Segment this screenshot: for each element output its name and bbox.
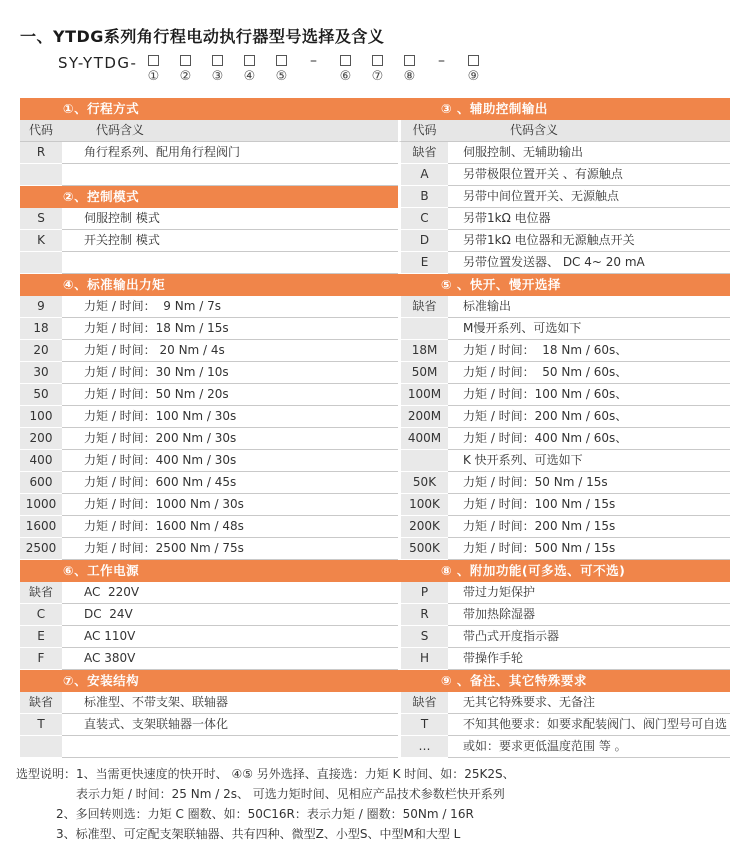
model-slot-number: ⑦ (371, 69, 384, 84)
section-header: ⑨ 、备注、其它特殊要求 (398, 670, 730, 692)
meaning-cell: 角行程系列、配用角行程阀门 (62, 142, 398, 164)
table-row (398, 318, 730, 340)
table-row (398, 582, 730, 604)
code-cell: 200 (20, 428, 62, 450)
meaning-cell: 伺服控制 模式 (62, 208, 398, 230)
code-cell: A (398, 164, 448, 186)
meaning-cell: 另带1kΩ 电位器和无源触点开关 (448, 230, 730, 252)
model-code-box (404, 55, 415, 66)
table-row (20, 230, 398, 252)
meaning-cell: 力矩 / 时间：100 Nm / 15s (448, 494, 730, 516)
meaning-cell: 带过力矩保护 (448, 582, 730, 604)
code-cell: 18 (20, 318, 62, 340)
column-header-row (20, 120, 398, 142)
code-cell (20, 252, 62, 274)
model-prefix: SY-YTDG- (58, 54, 138, 72)
meaning-cell: 另带位置发送器、 DC 4~ 20 mA (448, 252, 730, 274)
meaning-cell: 力矩 / 时间：200 Nm / 60s、 (448, 406, 730, 428)
table-row (398, 604, 730, 626)
table-row (20, 318, 398, 340)
code-cell: 500K (398, 538, 448, 560)
code-cell: S (20, 208, 62, 230)
code-cell: F (20, 648, 62, 670)
meaning-cell: 力矩 / 时间：400 Nm / 60s、 (448, 428, 730, 450)
table-row (20, 406, 398, 428)
meaning-cell: 开关控制 模式 (62, 230, 398, 252)
code-cell: 缺省 (398, 692, 448, 714)
model-code-dash (433, 55, 449, 83)
section-header: ⑥、工作电源 (20, 560, 398, 582)
code-cell: 100 (20, 406, 62, 428)
table-row (20, 252, 398, 274)
code-cell: 100K (398, 494, 448, 516)
code-cell: 2500 (20, 538, 62, 560)
model-code-box (276, 55, 287, 66)
model-code-slot (337, 55, 353, 83)
model-code-slot (369, 55, 385, 83)
model-code-box (148, 55, 159, 66)
model-slot-number: ② (179, 69, 192, 84)
table-row (398, 252, 730, 274)
note-line: 2、多回转则选：力矩 C 圈数、如：50C16R：表示力矩 / 圈数：50Nm / 16R (56, 807, 474, 821)
model-code-box (244, 55, 255, 66)
table-row (398, 164, 730, 186)
meaning-cell: 不知其他要求：如要求配装阀门、阀门型号可自选 (448, 714, 730, 736)
table-row (20, 714, 398, 736)
code-cell: R (398, 604, 448, 626)
code-cell: 200M (398, 406, 448, 428)
section-header: ①、行程方式 (20, 98, 398, 120)
code-column-header: 代码 (20, 120, 62, 142)
table-row (20, 604, 398, 626)
table-row (20, 450, 398, 472)
code-cell: 50K (398, 472, 448, 494)
model-code-slot (209, 55, 225, 83)
meaning-cell: 力矩 / 时间：200 Nm / 30s (62, 428, 398, 450)
table-row (398, 186, 730, 208)
table-row (398, 736, 730, 758)
section-header: ②、控制模式 (20, 186, 398, 208)
meaning-cell: 力矩 / 时间：400 Nm / 30s (62, 450, 398, 472)
table-row (398, 406, 730, 428)
table-row (20, 362, 398, 384)
meaning-column-header: 代码含义 (448, 120, 730, 142)
section-header: ④、标准输出力矩 (20, 274, 398, 296)
table-row (398, 208, 730, 230)
code-cell: 50M (398, 362, 448, 384)
meaning-cell: 另带极限位置开关 、有源触点 (448, 164, 730, 186)
table-row (20, 208, 398, 230)
code-cell (398, 318, 448, 340)
code-cell: P (398, 582, 448, 604)
model-slot-number: ⑧ (403, 69, 416, 84)
table-row (20, 648, 398, 670)
meaning-cell (62, 252, 398, 274)
code-cell: E (20, 626, 62, 648)
model-slot-number: ⑥ (339, 69, 352, 84)
meaning-cell: 力矩 / 时间： 9 Nm / 7s (62, 296, 398, 318)
code-cell: D (398, 230, 448, 252)
table-row (398, 142, 730, 164)
meaning-cell: 标准输出 (448, 296, 730, 318)
meaning-cell: 力矩 / 时间：2500 Nm / 75s (62, 538, 398, 560)
note-line: 表示力矩 / 时间：25 Nm / 2s、 可选力矩时间、见相应产品技术参数栏快开系列 (76, 787, 505, 801)
meaning-cell: 带操作手轮 (448, 648, 730, 670)
table-row (398, 450, 730, 472)
code-cell (20, 736, 62, 758)
selection-table-left (20, 98, 398, 758)
table-row (20, 692, 398, 714)
code-cell: 1000 (20, 494, 62, 516)
model-code-box (180, 55, 191, 66)
model-slot-number: ③ (211, 69, 224, 84)
model-code-box (212, 55, 223, 66)
code-cell: 30 (20, 362, 62, 384)
table-row (398, 428, 730, 450)
meaning-cell: 力矩 / 时间：500 Nm / 15s (448, 538, 730, 560)
meaning-cell: 力矩 / 时间：200 Nm / 15s (448, 516, 730, 538)
code-cell: 200K (398, 516, 448, 538)
code-cell: 400 (20, 450, 62, 472)
model-code-slot (465, 55, 481, 83)
model-slots (145, 55, 481, 83)
dash-glyph: – (309, 53, 317, 69)
meaning-cell: 力矩 / 时间：100 Nm / 60s、 (448, 384, 730, 406)
model-code-slot (273, 55, 289, 83)
table-row (398, 230, 730, 252)
meaning-cell: 力矩 / 时间：100 Nm / 30s (62, 406, 398, 428)
section-header: ⑧ 、附加功能(可多选、可不选) (398, 560, 730, 582)
meaning-cell: 力矩 / 时间：50 Nm / 20s (62, 384, 398, 406)
meaning-cell: 另带中间位置开关、无源触点 (448, 186, 730, 208)
code-cell: C (398, 208, 448, 230)
meaning-column-header: 代码含义 (62, 120, 398, 142)
code-cell: E (398, 252, 448, 274)
code-cell: B (398, 186, 448, 208)
table-row (20, 340, 398, 362)
meaning-cell: 力矩 / 时间：600 Nm / 45s (62, 472, 398, 494)
meaning-cell: 力矩 / 时间：18 Nm / 15s (62, 318, 398, 340)
meaning-cell: AC 380V (62, 648, 398, 670)
code-cell: 20 (20, 340, 62, 362)
code-cell: 18M (398, 340, 448, 362)
model-code-line (58, 55, 481, 83)
meaning-cell (62, 164, 398, 186)
table-row (20, 428, 398, 450)
dash-glyph: – (437, 53, 445, 69)
meaning-cell: 标准型、不带支架、联轴器 (62, 692, 398, 714)
model-code-dash (305, 55, 321, 83)
selection-tables (20, 98, 730, 758)
code-cell: T (398, 714, 448, 736)
table-row (20, 384, 398, 406)
meaning-cell: AC 220V (62, 582, 398, 604)
code-cell: 缺省 (20, 692, 62, 714)
table-row (20, 538, 398, 560)
code-cell (20, 164, 62, 186)
code-cell: 600 (20, 472, 62, 494)
model-code-slot (177, 55, 193, 83)
table-row (398, 538, 730, 560)
table-row (398, 516, 730, 538)
table-row (20, 736, 398, 758)
model-code-box (468, 55, 479, 66)
meaning-cell: 力矩 / 时间：30 Nm / 10s (62, 362, 398, 384)
code-cell: 缺省 (398, 296, 448, 318)
table-row (398, 340, 730, 362)
meaning-cell (62, 736, 398, 758)
code-cell: 400M (398, 428, 448, 450)
meaning-cell: 力矩 / 时间：1000 Nm / 30s (62, 494, 398, 516)
table-row (398, 472, 730, 494)
table-row (398, 494, 730, 516)
code-cell: K (20, 230, 62, 252)
model-code-slot (401, 55, 417, 83)
table-row (20, 296, 398, 318)
code-cell: 9 (20, 296, 62, 318)
code-cell: S (398, 626, 448, 648)
code-cell (398, 450, 448, 472)
meaning-cell: 力矩 / 时间：50 Nm / 15s (448, 472, 730, 494)
meaning-cell: 力矩 / 时间： 18 Nm / 60s、 (448, 340, 730, 362)
column-header-row (398, 120, 730, 142)
table-row (20, 516, 398, 538)
model-slot-number: ⑤ (275, 69, 288, 84)
meaning-cell: DC 24V (62, 604, 398, 626)
section-header: ⑤ 、快开、慢开选择 (398, 274, 730, 296)
meaning-cell: AC 110V (62, 626, 398, 648)
meaning-cell: 力矩 / 时间： 20 Nm / 4s (62, 340, 398, 362)
code-cell: 100M (398, 384, 448, 406)
code-cell: C (20, 604, 62, 626)
table-row (398, 692, 730, 714)
selection-table-right (398, 98, 730, 758)
code-cell: R (20, 142, 62, 164)
meaning-cell: K 快开系列、可选如下 (448, 450, 730, 472)
selection-notes (16, 764, 515, 844)
model-slot-number: ④ (243, 69, 256, 84)
table-row (20, 626, 398, 648)
model-slot-number: ① (147, 69, 160, 84)
table-row (398, 296, 730, 318)
table-row (20, 494, 398, 516)
code-cell: 50 (20, 384, 62, 406)
model-code-box (340, 55, 351, 66)
code-cell: 缺省 (20, 582, 62, 604)
note-line: 选型说明：1、当需更快速度的快开时、 ④⑤ 另外选择、直接选：力矩 K 时间、如：25K2S、 (16, 767, 515, 781)
code-cell: … (398, 736, 448, 758)
page-title: 一、YTDG系列角行程电动执行器型号选择及含义 (20, 27, 385, 46)
code-cell: 1600 (20, 516, 62, 538)
table-row (20, 472, 398, 494)
code-cell: H (398, 648, 448, 670)
meaning-cell: 力矩 / 时间： 50 Nm / 60s、 (448, 362, 730, 384)
code-cell: 缺省 (398, 142, 448, 164)
code-cell: T (20, 714, 62, 736)
table-row (20, 582, 398, 604)
meaning-cell: 直装式、支架联轴器一体化 (62, 714, 398, 736)
table-row (398, 362, 730, 384)
meaning-cell: 或如：要求更低温度范围 等 。 (448, 736, 730, 758)
table-row (398, 626, 730, 648)
meaning-cell: 带凸式开度指示器 (448, 626, 730, 648)
code-column-header: 代码 (398, 120, 448, 142)
meaning-cell: 另带1kΩ 电位器 (448, 208, 730, 230)
meaning-cell: 无其它特殊要求、无备注 (448, 692, 730, 714)
section-header: ⑦、安装结构 (20, 670, 398, 692)
meaning-cell: 力矩 / 时间：1600 Nm / 48s (62, 516, 398, 538)
table-row (398, 384, 730, 406)
meaning-cell: M慢开系列、可选如下 (448, 318, 730, 340)
table-row (20, 142, 398, 164)
note-line: 3、标准型、可定配支架联轴器、共有四种、微型Z、小型S、中型M和大型 L (56, 827, 461, 841)
meaning-cell: 带加热除湿器 (448, 604, 730, 626)
model-code-slot (145, 55, 161, 83)
model-code-slot (241, 55, 257, 83)
table-row (398, 648, 730, 670)
section-header: ③ 、辅助控制输出 (398, 98, 730, 120)
table-row (398, 714, 730, 736)
meaning-cell: 伺服控制、无辅助输出 (448, 142, 730, 164)
table-row (20, 164, 398, 186)
model-slot-number: ⑨ (467, 69, 480, 84)
model-code-box (372, 55, 383, 66)
